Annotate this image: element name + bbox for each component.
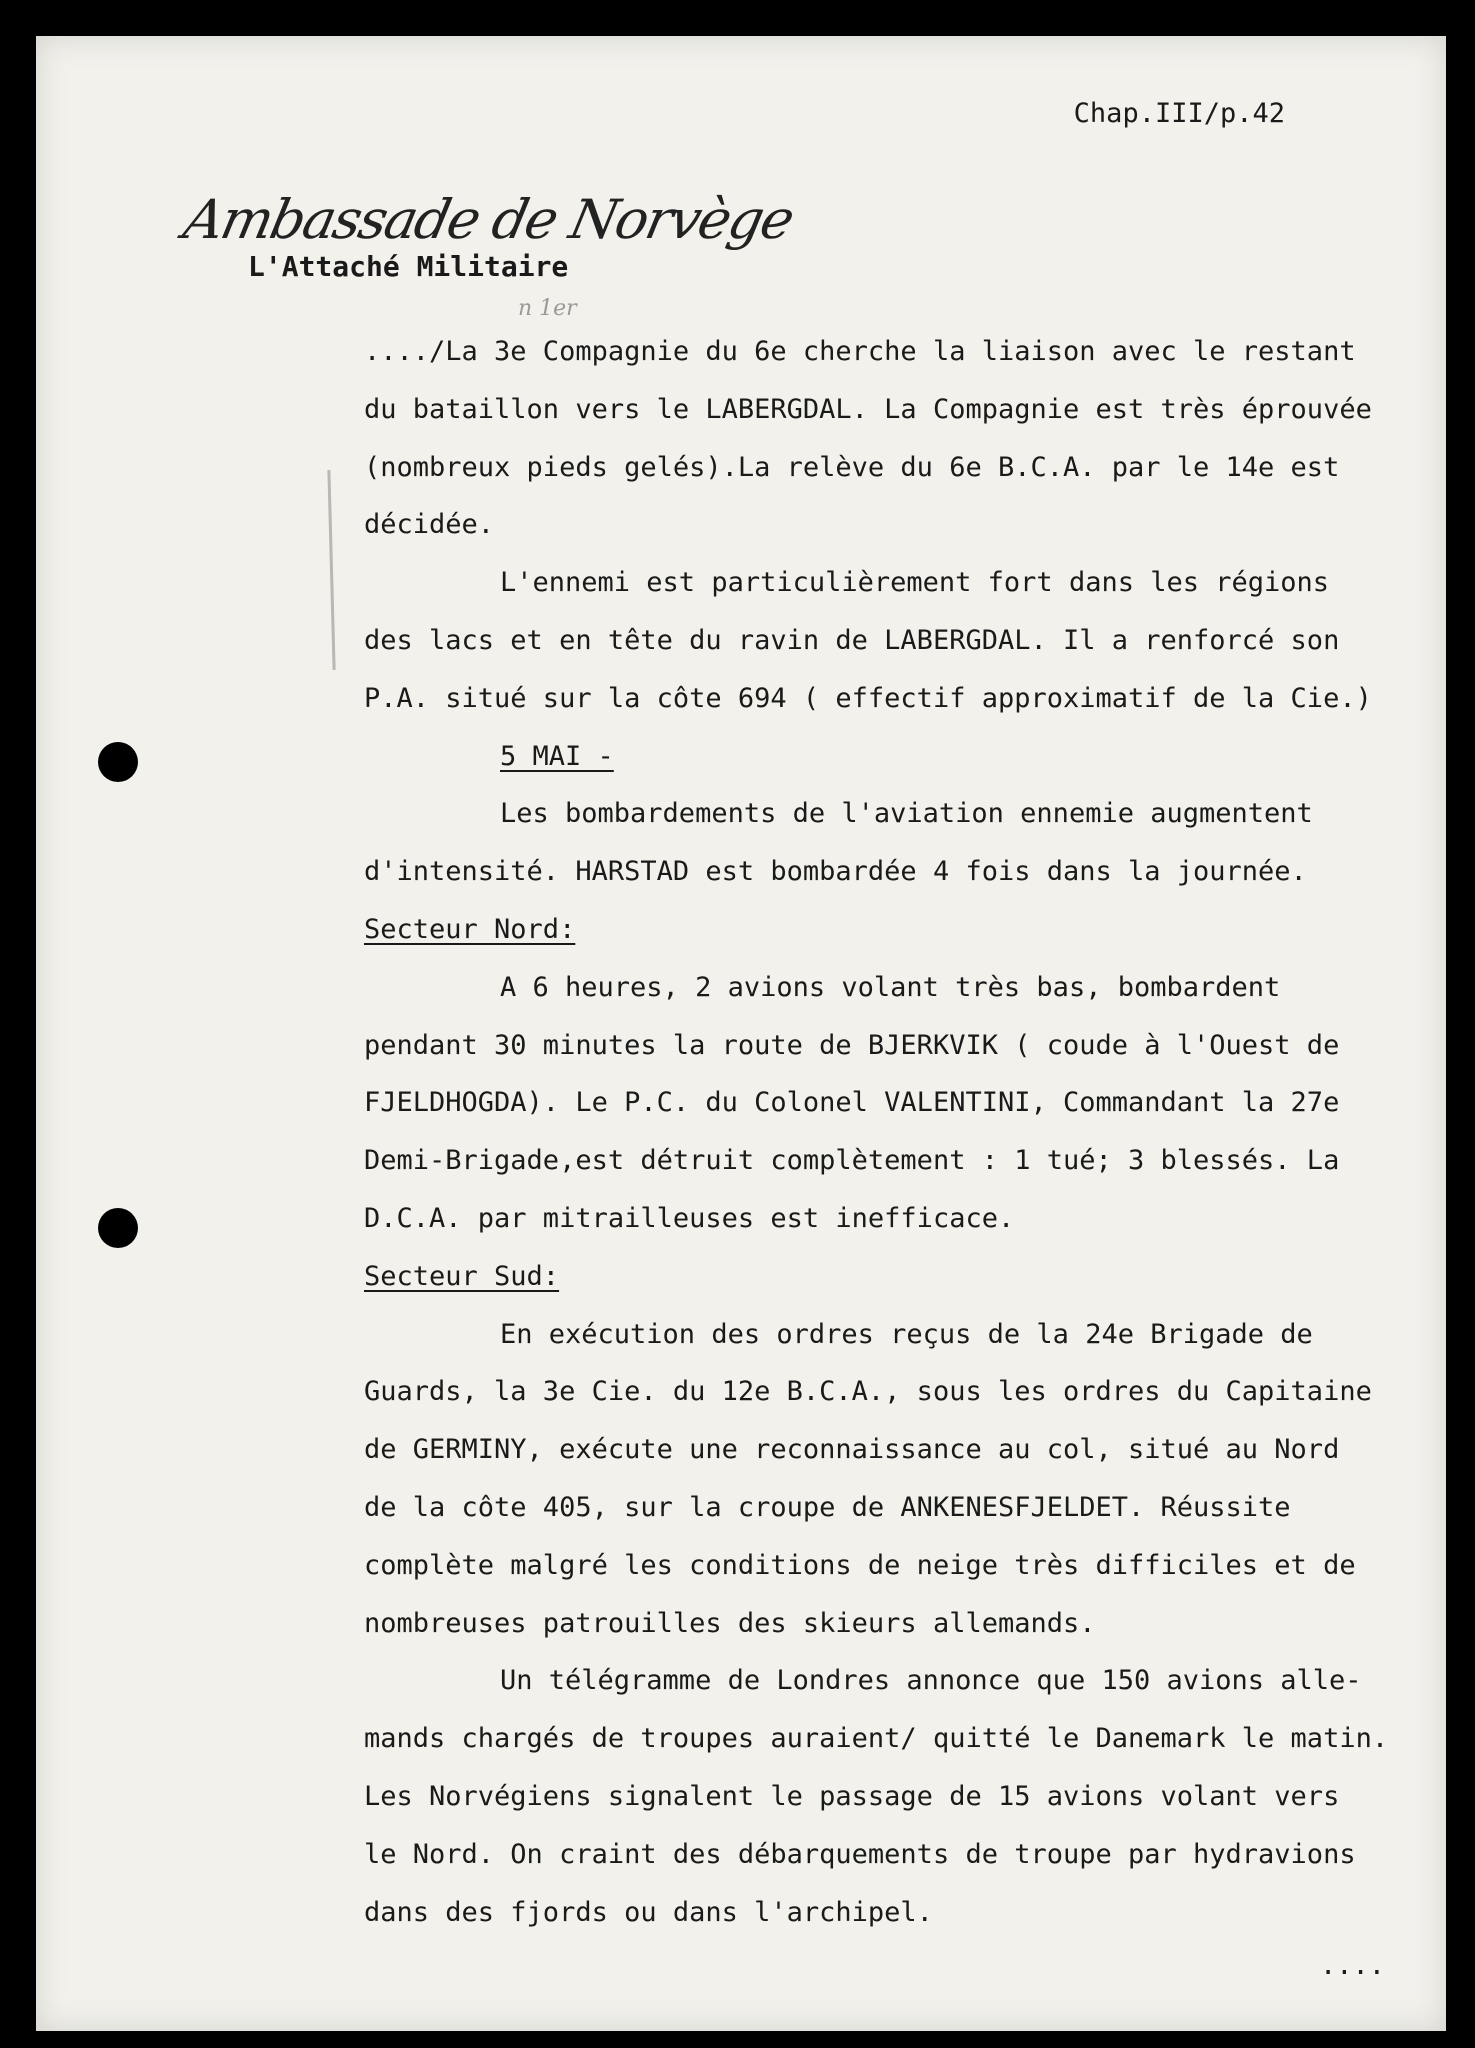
text-line: 5 MAI - — [500, 740, 614, 772]
letterhead-signature: Ambassade de Norvège — [178, 188, 799, 251]
page-reference: Chap.III/p.42 — [1073, 98, 1285, 129]
text-line: ..../La 3e Compagnie du 6e cherche la liaison avec le restant — [364, 336, 1356, 367]
text-line: P.A. situé sur la côte 694 ( effectif approximatif de la Cie.) — [364, 682, 1372, 714]
text-line: Guards, la 3e Cie. du 12e B.C.A., sous les ordres du Capitaine — [364, 1376, 1372, 1408]
text-line: pendant 30 minutes la route de BJERKVIK ( coude à l'Ouest de — [364, 1029, 1340, 1061]
text-line: d'intensité. HARSTAD est bombardée 4 fois dans la journée. — [364, 856, 1307, 888]
continuation-dots: .... — [1319, 1950, 1385, 1981]
text-line: mands chargés de troupes auraient/ quitté le Danemark le matin. — [364, 1723, 1389, 1755]
text-line: de la côte 405, sur la croupe de ANKENESFJELDET. Réussite — [364, 1491, 1291, 1523]
punch-hole — [98, 742, 138, 782]
text-line: Un télégramme de Londres annonce que 150 avions alle- — [500, 1665, 1362, 1697]
text-line: Les bombardements de l'aviation ennemie augmentent — [500, 798, 1313, 830]
text-line: Demi-Brigade,est détruit complètement : 1 tué; 3 blessés. La — [364, 1145, 1340, 1177]
pencil-annotation: n 1er — [518, 296, 577, 321]
text-line: Secteur Nord: — [364, 913, 576, 945]
text-line: des lacs et en tête du ravin de LABERGDAL. Il a renforcé son — [364, 624, 1340, 656]
text-line: décidée. — [364, 509, 495, 541]
text-line: Les Norvégiens signalent le passage de 15 avions volant vers — [364, 1780, 1340, 1812]
sender-title: L'Attaché Militaire — [248, 250, 569, 283]
text-line: Secteur Sud: — [364, 1260, 560, 1292]
text-line: (nombreux pieds gelés).La relève du 6e B.C.A. par le 14e est — [364, 451, 1340, 483]
punch-hole — [98, 1208, 138, 1248]
typed-body — [364, 332, 1444, 1950]
text-line: FJELDHOGDA). Le P.C. du Colonel VALENTINI, Commandant la 27e — [364, 1087, 1340, 1119]
text-line: nombreuses patrouilles des skieurs allemands. — [364, 1607, 1096, 1639]
text-line: du bataillon vers le LABERGDAL. La Compagnie est très éprouvée — [364, 393, 1372, 425]
text-line: de GERMINY, exécute une reconnaissance au col, situé au Nord — [364, 1434, 1340, 1466]
text-line: complète malgré les conditions de neige très difficiles et de — [364, 1549, 1356, 1581]
text-line: dans des fjords ou dans l'archipel. — [364, 1896, 933, 1928]
text-line: En exécution des ordres reçus de la 24e Brigade de — [500, 1318, 1313, 1350]
text-line: D.C.A. par mitrailleuses est inefficace. — [364, 1202, 1015, 1234]
text-line: le Nord. On craint des débarquements de troupe par hydravions — [364, 1838, 1356, 1870]
text-line: L'ennemi est particulièrement fort dans les régions — [500, 567, 1330, 599]
text-line: A 6 heures, 2 avions volant très bas, bombardent — [500, 971, 1281, 1003]
